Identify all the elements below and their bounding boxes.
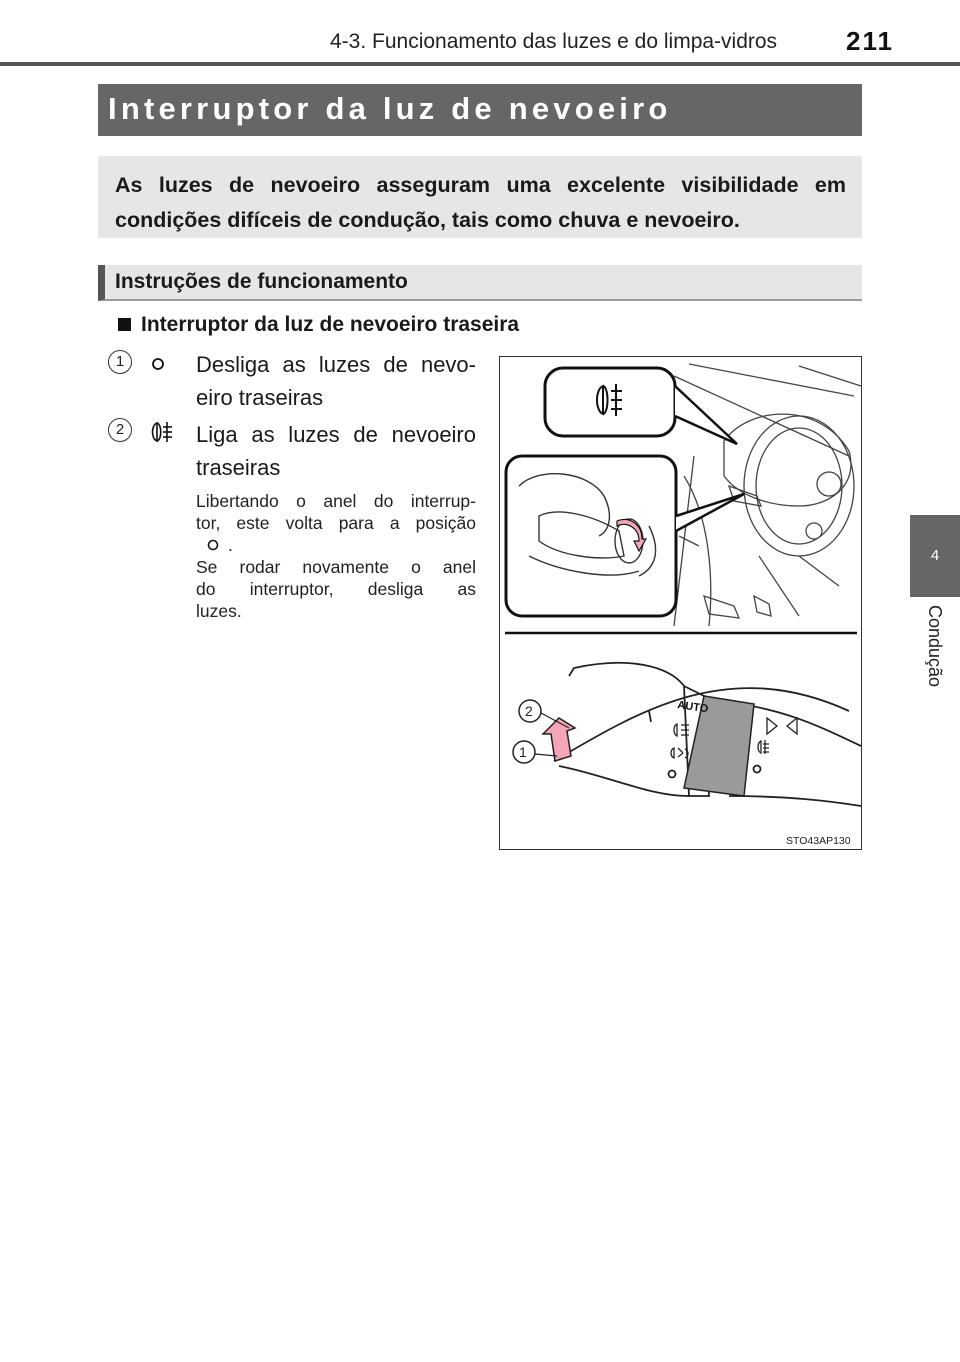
figure-callout-2: 2 bbox=[525, 703, 533, 719]
subheading bbox=[118, 313, 519, 337]
note-line6: luzes. bbox=[196, 601, 242, 621]
note-line3-suffix: . bbox=[228, 535, 233, 555]
item-1-text bbox=[196, 348, 476, 414]
item-1-line1: Desliga as luzes de nevo- bbox=[196, 352, 476, 377]
illustration-figure bbox=[499, 356, 862, 850]
page-title: Interruptor da luz de nevoeiro bbox=[98, 84, 862, 136]
item-2-line2: traseiras bbox=[196, 455, 281, 480]
item-2-line1: Liga as luzes de nevoeiro bbox=[196, 422, 476, 447]
running-header-section: 4-3. Funcionamento das luzes e do limpa-vidros bbox=[330, 30, 778, 53]
note-line1: Libertando o anel do interrup- bbox=[196, 491, 476, 511]
subheading-text: Interruptor da luz de nevoeiro traseira bbox=[141, 313, 520, 336]
section-heading: Instruções de funcionamento bbox=[98, 265, 862, 301]
item-number-2: 2 bbox=[108, 418, 132, 442]
note-line3 bbox=[196, 534, 476, 556]
chapter-tab-label: Condução bbox=[925, 605, 945, 688]
figure-code: STO43AP130 bbox=[786, 835, 851, 847]
fog-switch-illustration bbox=[499, 356, 862, 850]
item-1-line2: eiro traseiras bbox=[196, 385, 324, 410]
header-rule bbox=[0, 62, 960, 66]
page-number: 211 bbox=[846, 26, 894, 56]
item-2-text bbox=[196, 418, 476, 484]
off-position-icon bbox=[150, 356, 166, 372]
switch-auto-label: AUTO bbox=[676, 699, 709, 716]
chapter-tab-number: 4 bbox=[910, 515, 960, 597]
square-bullet-icon bbox=[118, 318, 131, 331]
item-number-1: 1 bbox=[108, 350, 132, 374]
note-line5: do interruptor, desliga as bbox=[196, 579, 476, 599]
note-line4: Se rodar novamente o anel bbox=[196, 557, 476, 577]
off-position-icon bbox=[206, 538, 220, 552]
note-paragraph bbox=[196, 490, 476, 622]
rear-fog-light-icon bbox=[147, 420, 179, 446]
figure-callout-1: 1 bbox=[519, 744, 527, 760]
note-line2: tor, este volta para a posição bbox=[196, 513, 476, 533]
intro-paragraph: As luzes de nevoeiro asseguram uma excelente visibilidade em condições difíceis de condução, tais como chuva e nevoeiro. bbox=[98, 156, 862, 238]
